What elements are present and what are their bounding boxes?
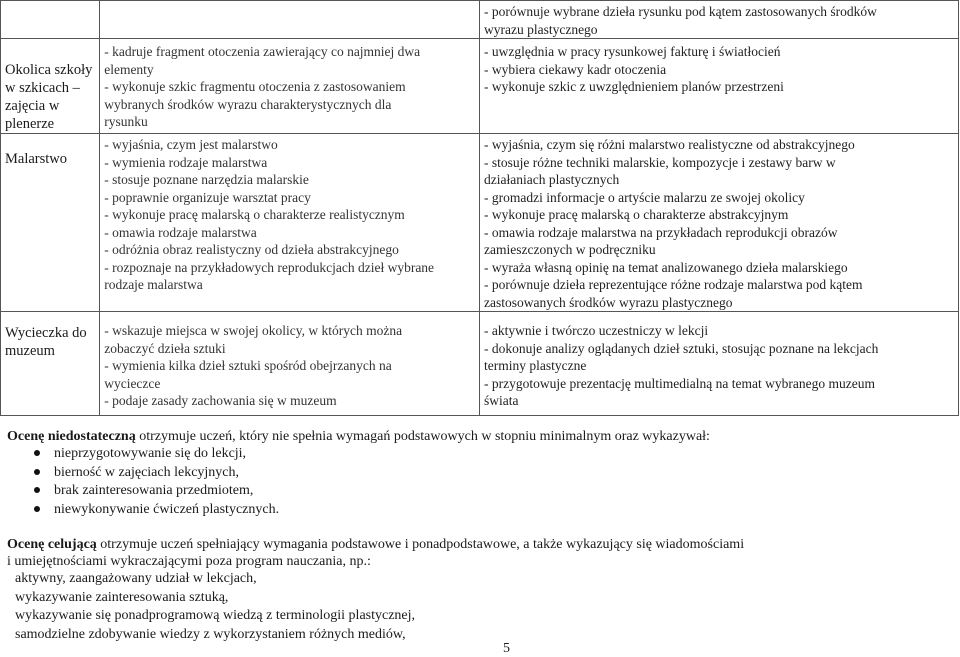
- requirement-line: świata: [483, 393, 519, 408]
- grade-term: Ocenę niedostateczną: [7, 429, 136, 444]
- topic-line: zajęcia w: [5, 98, 60, 114]
- topic-line: w szkicach –: [5, 80, 80, 96]
- list-item: [7, 464, 952, 483]
- requirement-line: - podaje zasady zachowania się w muzeum: [104, 393, 337, 408]
- requirement-line: zobaczyć dzieła sztuki: [104, 340, 226, 356]
- topic-line: muzeum: [5, 343, 55, 359]
- basic-requirements-cell: [100, 134, 480, 312]
- page-number: 5: [503, 641, 510, 656]
- grade-description-line2: i umiejętnościami wykraczającymi poza program nauczania, np.:: [7, 554, 371, 569]
- extended-requirements-cell: [479, 1, 958, 39]
- requirement-line: - wykonuje pracę malarską o charakterze abstrakcyjnym: [483, 207, 789, 222]
- requirement-line: - dokonuje analizy oglądanych dzieł sztuki, stosując poznane na lekcjach: [483, 340, 879, 356]
- requirement-line: - uwzględnia w pracy rysunkowej fakturę i światłocień: [483, 44, 781, 59]
- requirement-line: - wykonuje pracę malarską o charakterze realistycznym: [104, 207, 405, 222]
- requirement-line: rodzaje malarstwa: [104, 277, 203, 292]
- requirement-line: - omawia rodzaje malarstwa na przykładach reprodukcji obrazów: [483, 224, 838, 240]
- requirement-line: - poprawnie organizuje warsztat pracy: [104, 189, 311, 205]
- requirement-line: - wybiera ciekawy kadr otoczenia: [483, 61, 667, 77]
- grade-description: otrzymuje uczeń, który nie spełnia wymagań podstawowych w stopniu minimalnym oraz wykazywał:: [135, 429, 710, 444]
- extended-requirements-cell: [479, 134, 958, 312]
- bullet-icon: [34, 487, 40, 493]
- requirement-line: - wyjaśnia, czym jest malarstwo: [104, 137, 278, 152]
- requirement-line: wybranych środków wyrazu charakterystycznych dla: [104, 96, 392, 112]
- requirement-line: - aktywnie i twórczo uczestniczy w lekcji: [483, 323, 709, 338]
- requirement-line: - rozpoznaje na przykładowych reprodukcjach dzieł wybrane: [104, 259, 435, 275]
- list-item-text: niewykonywanie ćwiczeń plastycznych.: [54, 501, 280, 517]
- grade-insufficient-intro: [7, 428, 952, 445]
- grade-term: Ocenę celującą: [7, 537, 97, 552]
- requirement-line: wyrazu plastycznego: [483, 21, 598, 37]
- bullet-icon: [34, 506, 40, 512]
- requirement-line: zastosowanych środków wyrazu plastycznego: [483, 294, 733, 310]
- list-item-text: nieprzygotowywanie się do lekcji,: [54, 446, 247, 461]
- requirement-line: - przygotowuje prezentację multimedialną na temat wybranego muzeum: [483, 375, 875, 391]
- requirement-line: - odróżnia obraz realistyczny od dzieła abstrakcyjnego: [104, 242, 399, 257]
- list-item: samodzielne zdobywanie wiedzy z wykorzystaniem różnych mediów,: [15, 626, 406, 642]
- grade-excellent-section: [7, 536, 952, 644]
- list-item: [7, 501, 952, 520]
- topic-cell: [1, 39, 100, 134]
- list-item-text: brak zainteresowania przedmiotem,: [54, 483, 254, 498]
- topic-cell: [1, 134, 100, 312]
- list-item: [7, 482, 952, 501]
- requirement-line: - wskazuje miejsca w swojej okolicy, w których można: [104, 323, 403, 338]
- requirement-line: - wyraża własną opinię na temat analizowanego dzieła malarskiego: [483, 259, 848, 275]
- table-row: [1, 312, 959, 416]
- grade-description: otrzymuje uczeń spełniający wymagania podstawowe i ponadpodstawowe, a także wykazujący się wiadomościami: [96, 537, 745, 552]
- requirement-line: - wykonuje szkic fragmentu otoczenia z zastosowaniem: [104, 79, 406, 94]
- topic-line: Malarstwo: [5, 151, 68, 167]
- requirement-line: wycieczce: [104, 375, 161, 391]
- grade-excellent-list: [7, 570, 952, 644]
- requirement-line: zamieszczonych w podręczniku: [483, 242, 656, 257]
- requirement-line: - wymienia rodzaje malarstwa: [104, 154, 268, 170]
- requirement-line: elementy: [104, 61, 154, 77]
- requirement-line: - kadruje fragment otoczenia zawierający co najmniej dwa: [104, 44, 421, 59]
- list-item-text: bierność w zajęciach lekcyjnych,: [54, 464, 240, 480]
- list-item: [7, 445, 952, 464]
- table-row: [1, 39, 959, 134]
- topic-line: Wycieczka do: [5, 325, 87, 341]
- requirement-line: - stosuje różne techniki malarskie, kompozycje i zestawy barw w: [483, 154, 836, 170]
- table-row: [1, 134, 959, 312]
- requirement-line: terminy plastyczne: [483, 358, 587, 373]
- requirement-line: rysunku: [104, 114, 148, 129]
- bullet-icon: [34, 450, 40, 456]
- extended-requirements-cell: [479, 39, 958, 134]
- topic-cell: [1, 312, 100, 416]
- requirement-line: - wymienia kilka dzieł sztuki spośród obejrzanych na: [104, 358, 392, 373]
- topic-cell: [1, 1, 100, 39]
- grade-excellent-intro: [7, 536, 952, 570]
- requirement-line: - omawia rodzaje malarstwa: [104, 224, 257, 240]
- topic-line: Okolica szkoły: [5, 62, 93, 78]
- extended-requirements-cell: [479, 312, 958, 416]
- basic-requirements-cell: [100, 39, 480, 134]
- basic-requirements-cell: [100, 312, 480, 416]
- requirement-line: - porównuje dzieła reprezentujące różne rodzaje malarstwa pod kątem: [483, 277, 863, 292]
- basic-requirements-cell: [100, 1, 480, 39]
- bullet-icon: [34, 469, 40, 475]
- requirement-line: - porównuje wybrane dzieła rysunku pod kątem zastosowanych środków: [483, 4, 877, 19]
- list-item: aktywny, zaangażowany udział w lekcjach,: [15, 571, 257, 586]
- requirement-line: - gromadzi informacje o artyście malarzu ze swojej okolicy: [483, 189, 805, 205]
- list-item: wykazywanie zainteresowania sztuką,: [15, 589, 229, 605]
- requirement-line: - wyjaśnia, czym się różni malarstwo realistyczne od abstrakcyjnego: [483, 137, 855, 152]
- grade-insufficient-list: [7, 445, 952, 519]
- grade-insufficient-section: [7, 428, 952, 519]
- requirement-line: działaniach plastycznych: [483, 172, 620, 187]
- table-row: [1, 1, 959, 39]
- topic-line: plenerze: [5, 116, 55, 132]
- requirement-line: - wykonuje szkic z uwzględnieniem planów przestrzeni: [483, 79, 784, 94]
- requirement-line: - stosuje poznane narzędzia malarskie: [104, 172, 309, 187]
- list-item: wykazywanie się ponadprogramową wiedzą z terminologii plastycznej,: [15, 608, 416, 623]
